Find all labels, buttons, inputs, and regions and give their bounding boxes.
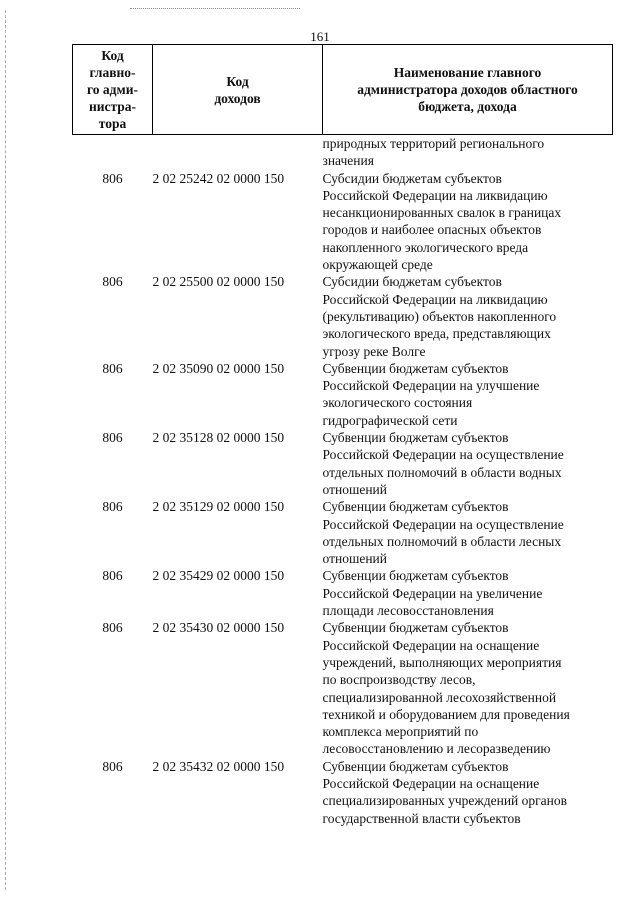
header-revenue-code (153, 45, 323, 135)
table-body (73, 135, 613, 827)
name-line: Субвенции бюджетам субъектов (322, 620, 509, 636)
header-line: главно- (89, 65, 136, 80)
header-line: тора (98, 116, 127, 131)
admin-code-cell: 806 (102, 620, 123, 636)
name-line: площади лесовосстановления (322, 603, 494, 619)
name-line: государственной власти субъектов (322, 810, 521, 826)
name-line: Субсидии бюджетам субъектов (322, 170, 502, 186)
admin-code-cell: 806 (102, 568, 123, 584)
revenue-code-cell: 2 02 35430 02 0000 150 (152, 620, 285, 636)
revenue-name-cell (323, 498, 613, 567)
admin-code-cell: 806 (102, 170, 123, 186)
name-line: Российской Федерации на осуществление (322, 516, 564, 532)
revenue-code-cell: 2 02 25242 02 0000 150 (152, 170, 285, 186)
admin-code-cell: 806 (102, 758, 123, 774)
table-row (73, 567, 613, 619)
continuation-row (73, 135, 613, 170)
name-line: (рекультивацию) объектов накопленного (322, 308, 557, 324)
admin-code-cell: 806 (102, 499, 123, 515)
revenue-name-cell (323, 360, 613, 429)
admin-code-cell: 806 (102, 360, 123, 376)
header-line: бюджета, дохода (418, 99, 517, 114)
name-line: окружающей среде (322, 257, 433, 273)
name-line: отношений (322, 551, 388, 567)
revenue-code-cell: 2 02 35128 02 0000 150 (152, 430, 285, 446)
scan-artifact-line (130, 8, 300, 9)
name-line: техникой и оборудованием для проведения (322, 706, 570, 722)
revenue-name-cell (323, 429, 613, 498)
name-line: значения (322, 153, 374, 169)
name-line: Российской Федерации на осуществление (322, 447, 564, 463)
name-line: Российской Федерации на улучшение (322, 378, 540, 394)
table-row (73, 498, 613, 567)
header-line: Наименование главного (393, 65, 542, 80)
header-name (323, 45, 613, 135)
revenue-name-cell (323, 135, 613, 170)
name-line: городов и наиболее опасных объектов (322, 222, 542, 238)
admin-code-cell (73, 135, 153, 170)
name-line: Субвенции бюджетам субъектов (322, 430, 509, 446)
revenue-code-cell (153, 135, 323, 170)
revenue-name-cell (323, 758, 613, 827)
name-line: Российской Федерации на увеличение (322, 585, 543, 601)
revenue-name-cell (323, 619, 613, 757)
name-line: учреждений, выполняющих мероприятия (322, 654, 562, 670)
name-line: специализированной лесохозяйственной (322, 689, 557, 705)
admin-code-cell: 806 (102, 274, 123, 290)
page-number: 161 (310, 29, 330, 44)
name-line: отдельных полномочий в области водных (322, 464, 562, 480)
name-line: Российской Федерации на ликвидацию (322, 187, 548, 203)
name-line: природных территорий регионального (322, 136, 545, 151)
header-line: доходов (214, 90, 261, 106)
name-line: Российской Федерации на оснащение (322, 637, 540, 653)
name-line: специализированных учреждений органов (322, 793, 568, 809)
name-line: комплекса мероприятий по (322, 724, 479, 740)
revenue-code-cell: 2 02 35129 02 0000 150 (152, 499, 285, 515)
revenue-name-cell (323, 170, 613, 274)
table-row (73, 273, 613, 359)
name-line: экологического состояния (322, 395, 473, 411)
name-line: несанкционированных свалок в границах (322, 205, 562, 221)
name-line: Субвенции бюджетам субъектов (322, 758, 509, 774)
name-line: экологического вреда, представляющих (322, 326, 551, 342)
name-line: Субсидии бюджетам субъектов (322, 274, 502, 290)
name-line: накопленного экологического вреда (322, 239, 529, 255)
name-line: Субвенции бюджетам субъектов (322, 499, 509, 515)
header-line: Код (226, 73, 249, 89)
admin-code-cell: 806 (102, 430, 123, 446)
name-line: Субвенции бюджетам субъектов (322, 360, 509, 376)
revenue-name-cell (323, 273, 613, 359)
table-row (73, 360, 613, 429)
name-line: гидрографической сети (322, 412, 458, 428)
header-line: Код (101, 48, 124, 63)
name-line: угрозу реке Волге (322, 343, 426, 359)
name-line: Субвенции бюджетам субъектов (322, 568, 509, 584)
revenue-code-cell: 2 02 35429 02 0000 150 (152, 568, 285, 584)
table-row (73, 429, 613, 498)
table-row (73, 619, 613, 757)
name-line: отдельных полномочий в области лесных (322, 533, 562, 549)
revenue-code-cell: 2 02 35090 02 0000 150 (152, 360, 285, 376)
name-line: Российской Федерации на оснащение (322, 775, 540, 791)
revenue-code-cell: 2 02 35432 02 0000 150 (152, 758, 285, 774)
revenue-table (72, 44, 613, 827)
header-admin-code (73, 45, 153, 135)
name-line: отношений (322, 481, 388, 497)
name-line: по воспроизводству лесов, (322, 672, 476, 688)
name-line: лесовосстановлению и лесоразведению (322, 741, 551, 757)
table-row (73, 170, 613, 274)
revenue-name-cell (323, 567, 613, 619)
scan-edge-line (5, 10, 6, 890)
header-line: го адми- (87, 82, 138, 97)
table-row (73, 758, 613, 827)
revenue-code-cell: 2 02 25500 02 0000 150 (152, 274, 285, 290)
header-line: нистра- (88, 99, 137, 114)
header-line: администратора доходов областного (357, 82, 578, 97)
name-line: Российской Федерации на ликвидацию (322, 291, 548, 307)
